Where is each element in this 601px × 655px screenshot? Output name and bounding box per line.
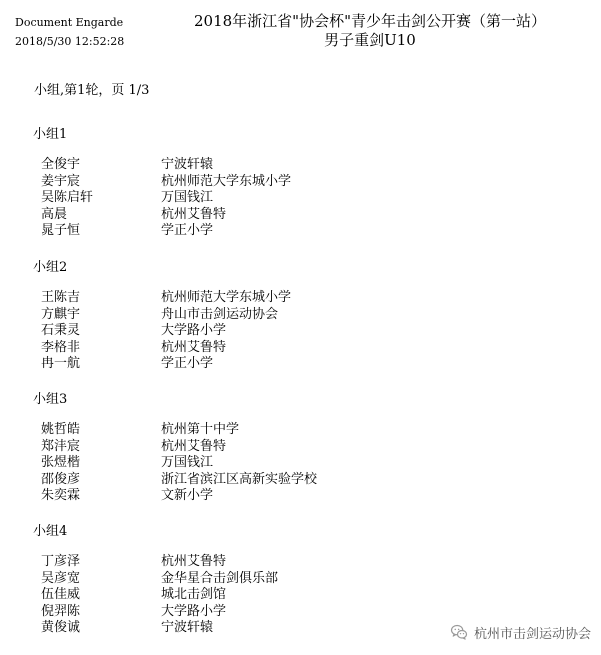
list-item bbox=[0, 323, 601, 340]
list-item bbox=[0, 604, 601, 621]
group-rows bbox=[0, 422, 601, 505]
fencer-club: 万国钱江 bbox=[161, 455, 214, 471]
list-item bbox=[0, 290, 601, 307]
fencer-name: 方麒宇 bbox=[41, 306, 81, 322]
page-info: 小组,第1轮，页 1/3 bbox=[34, 83, 150, 98]
page-subtitle: 男子重剑U10 bbox=[324, 31, 416, 49]
list-item bbox=[0, 223, 601, 240]
list-item bbox=[0, 455, 601, 472]
fencer-name: 冉一航 bbox=[41, 356, 81, 372]
app-name: Document Engarde bbox=[15, 16, 124, 29]
fencer-name: 朱奕霖 bbox=[41, 488, 81, 504]
list-item bbox=[0, 157, 601, 174]
list-item bbox=[0, 439, 601, 456]
fencer-name: 郑沣宸 bbox=[41, 438, 81, 454]
fencer-club: 宁波轩辕 bbox=[161, 157, 214, 172]
fencer-club: 大学路小学 bbox=[161, 323, 227, 339]
list-item bbox=[0, 174, 601, 191]
watermark bbox=[450, 623, 591, 641]
group-title: 小组2 bbox=[33, 260, 68, 275]
group-rows bbox=[0, 157, 601, 240]
fencer-club: 万国钱江 bbox=[161, 190, 214, 206]
fencer-club: 学正小学 bbox=[161, 223, 214, 239]
fencer-club: 舟山市击剑运动协会 bbox=[161, 306, 279, 322]
fencer-club: 杭州艾鲁特 bbox=[161, 438, 227, 454]
fencer-name: 张煜楷 bbox=[41, 455, 81, 471]
fencer-club: 大学路小学 bbox=[161, 603, 227, 619]
fencer-name: 倪羿陈 bbox=[41, 603, 81, 619]
fencer-name: 姜宇宸 bbox=[41, 173, 81, 189]
fencer-name: 邵俊彦 bbox=[41, 471, 81, 487]
fencer-name: 王陈吉 bbox=[41, 290, 81, 305]
fencer-club: 浙江省滨江区高新实验学校 bbox=[161, 471, 318, 487]
group-rows bbox=[0, 290, 601, 373]
list-item bbox=[0, 422, 601, 439]
list-item bbox=[0, 587, 601, 604]
fencer-club: 杭州师范大学东城小学 bbox=[161, 290, 292, 305]
wechat-icon bbox=[450, 623, 468, 641]
list-item bbox=[0, 472, 601, 489]
fencer-name: 伍佳威 bbox=[41, 587, 81, 603]
list-item bbox=[0, 340, 601, 357]
fencer-name: 李格非 bbox=[41, 339, 81, 355]
fencer-name: 丁彦泽 bbox=[41, 554, 81, 569]
fencer-name: 高晨 bbox=[41, 206, 68, 222]
fencer-club: 杭州第十中学 bbox=[161, 422, 240, 437]
fencer-name: 石秉灵 bbox=[41, 323, 81, 339]
timestamp: 2018/5/30 12:52:28 bbox=[15, 35, 125, 48]
fencer-name: 全俊宇 bbox=[41, 157, 81, 172]
fencer-name: 吴彦宽 bbox=[41, 570, 81, 586]
fencer-club: 城北击剑馆 bbox=[161, 587, 227, 603]
fencer-club: 文新小学 bbox=[161, 488, 214, 504]
fencer-name: 吴陈启轩 bbox=[41, 190, 94, 206]
fencer-club: 杭州艾鲁特 bbox=[161, 206, 227, 222]
fencer-club: 学正小学 bbox=[161, 356, 214, 372]
list-item bbox=[0, 356, 601, 373]
group-title: 小组3 bbox=[33, 392, 68, 407]
fencer-name: 晁子恒 bbox=[41, 223, 81, 239]
list-item bbox=[0, 571, 601, 588]
watermark-text: 杭州市击剑运动协会 bbox=[473, 626, 591, 642]
group-title: 小组1 bbox=[33, 127, 68, 142]
fencer-club: 宁波轩辕 bbox=[161, 620, 214, 636]
fencer-name: 黄俊诚 bbox=[41, 620, 81, 636]
group-title: 小组4 bbox=[33, 524, 68, 539]
fencer-club: 杭州艾鲁特 bbox=[161, 554, 227, 569]
fencer-club: 金华星合击剑俱乐部 bbox=[161, 570, 279, 586]
list-item bbox=[0, 207, 601, 224]
list-item bbox=[0, 307, 601, 324]
fencer-club: 杭州艾鲁特 bbox=[161, 339, 227, 355]
fencer-club: 杭州师范大学东城小学 bbox=[161, 173, 292, 189]
list-item bbox=[0, 190, 601, 207]
page-title: 2018年浙江省"协会杯"青少年击剑公开赛（第一站） bbox=[194, 12, 546, 30]
list-item bbox=[0, 488, 601, 505]
list-item bbox=[0, 554, 601, 571]
fencer-name: 姚哲皓 bbox=[41, 422, 81, 437]
